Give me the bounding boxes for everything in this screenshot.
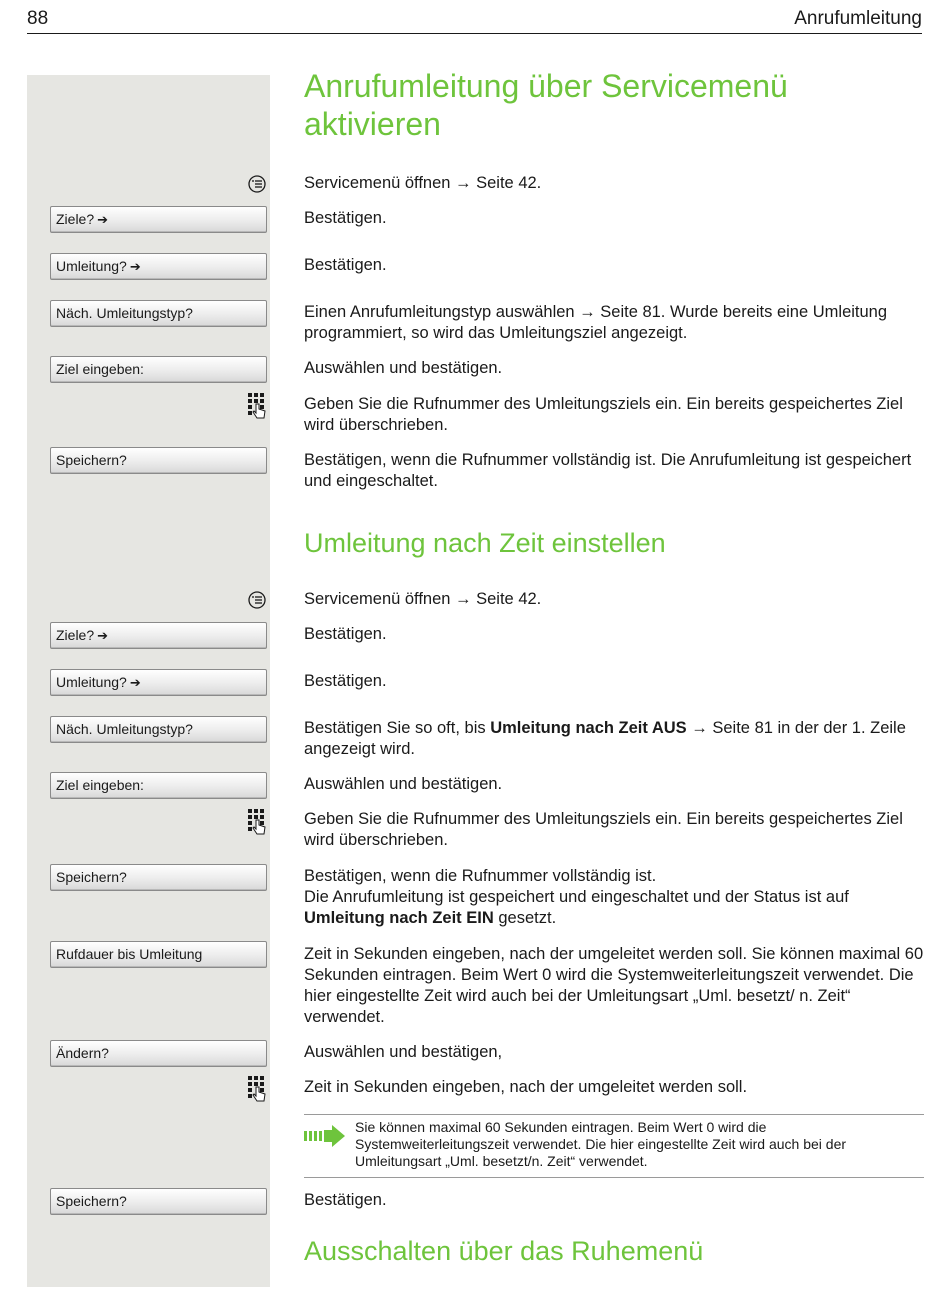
keypad-icon xyxy=(246,391,270,424)
softkey-naech-umleitungstyp[interactable]: Näch. Umleitungstyp? xyxy=(50,716,267,743)
running-title: Anrufumleitung xyxy=(794,8,922,29)
softkey-aendern[interactable]: Ändern? xyxy=(50,1040,267,1067)
note-arrow-icon xyxy=(304,1124,346,1153)
section-title-time: Umleitung nach Zeit einstellen xyxy=(304,528,666,558)
softkey-ziel-eingeben[interactable]: Ziel eingeben: xyxy=(50,772,267,799)
softkey-ziele[interactable]: Ziele? ➔ xyxy=(50,622,267,649)
softkey-speichern[interactable]: Speichern? xyxy=(50,1188,267,1215)
note-bottom-rule xyxy=(304,1177,924,1178)
step-text: Geben Sie die Rufnummer des Umleitungsziels ein. Ein bereits gespeichertes Ziel wird überschrieben. xyxy=(304,810,903,849)
keypad-icon xyxy=(246,1074,270,1107)
step-text: Bestätigen. xyxy=(304,672,387,690)
arrow-right-icon: ➔ xyxy=(129,259,141,274)
softkey-speichern[interactable]: Speichern? xyxy=(50,864,267,891)
section-title-deactivate: Ausschalten über das Ruhemenü xyxy=(304,1236,704,1266)
step-text: Einen Anrufumleitungstyp auswählen → Seite 81. Wurde bereits eine Umleitung programmiert, so wird das Umleitungsziel angezeigt. xyxy=(304,303,888,342)
step-text: Bestätigen. xyxy=(304,1191,387,1209)
step-text: Bestätigen. xyxy=(304,209,387,227)
arrow-right-icon: ➔ xyxy=(97,628,109,643)
header-divider xyxy=(27,33,922,34)
softkey-rufdauer-bis-umleitung[interactable]: Rufdauer bis Umleitung xyxy=(50,941,267,968)
step-text: Bestätigen Sie so oft, bis Umleitung nach Zeit AUS → Seite 81 in der der 1. Zeile angezeigt wird. xyxy=(304,719,906,758)
note-top-rule xyxy=(304,1114,924,1115)
step-text: Zeit in Sekunden eingeben, nach der umgeleitet werden soll. Sie können maximal 60 Sekunden eintragen. Beim Wert 0 wird die Systemweiterleitungszeit verwendet. Die hier eingestellte Zeit wird auch bei der Umleitungsart „Uml. besetzt/ n. Zeit“ verwendet. xyxy=(304,945,924,1026)
step-text: Servicemenü öffnen → Seite 42. xyxy=(304,174,542,192)
menu-list-icon xyxy=(246,174,268,199)
note-text: Sie können maximal 60 Sekunden eintragen. Beim Wert 0 wird die Systemweiterleitungszeit verwendet. Die hier eingestellte Zeit wird auch bei der Umleitungsart „Uml. besetzt/n. Zeit“ verwendet. xyxy=(355,1119,847,1169)
keypad-icon xyxy=(246,807,270,840)
step-text: Zeit in Sekunden eingeben, nach der umgeleitet werden soll. xyxy=(304,1078,748,1096)
step-text: Bestätigen, wenn die Rufnummer vollständig ist. Die Anrufumleitung ist gespeichert und eingeschaltet und der Status ist auf Umleitung nach Zeit EIN gesetzt. xyxy=(304,867,849,927)
step-text: Bestätigen, wenn die Rufnummer vollständig ist. Die Anrufumleitung ist gespeichert und eingeschaltet. xyxy=(304,451,912,490)
step-text: Bestätigen. xyxy=(304,256,387,274)
arrow-right-icon: ➔ xyxy=(97,212,109,227)
softkey-naech-umleitungstyp[interactable]: Näch. Umleitungstyp? xyxy=(50,300,267,327)
step-text: Auswählen und bestätigen. xyxy=(304,775,503,793)
step-text: Auswählen und bestätigen, xyxy=(304,1043,503,1061)
step-text: Auswählen und bestätigen. xyxy=(304,359,503,377)
softkey-speichern[interactable]: Speichern? xyxy=(50,447,267,474)
step-text: Geben Sie die Rufnummer des Umleitungsziels ein. Ein bereits gespeichertes Ziel wird überschrieben. xyxy=(304,395,903,434)
softkey-ziele[interactable]: Ziele? ➔ xyxy=(50,206,267,233)
page-number: 88 xyxy=(27,8,49,29)
section-title-activate: Anrufumleitung über Servicemenü aktivieren xyxy=(304,68,788,142)
softkey-umleitung[interactable]: Umleitung? ➔ xyxy=(50,669,267,696)
step-text: Servicemenü öffnen → Seite 42. xyxy=(304,590,542,608)
softkey-ziel-eingeben[interactable]: Ziel eingeben: xyxy=(50,356,267,383)
step-text: Bestätigen. xyxy=(304,625,387,643)
menu-list-icon xyxy=(246,590,268,615)
arrow-right-icon: ➔ xyxy=(129,675,141,690)
softkey-umleitung[interactable]: Umleitung? ➔ xyxy=(50,253,267,280)
